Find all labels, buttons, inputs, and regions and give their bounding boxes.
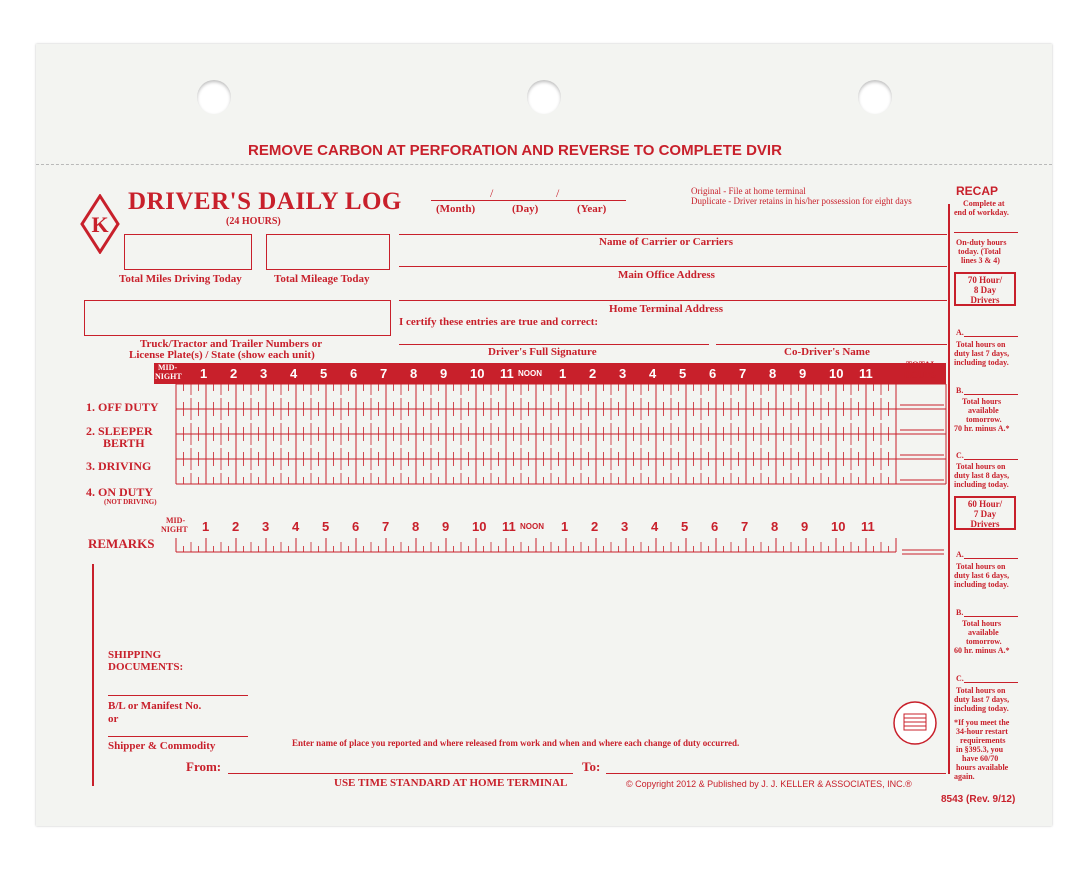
recap-on-duty-2: today. (Total xyxy=(958,247,1001,256)
header-am-hour-6: 6 xyxy=(350,366,358,381)
recap-70-a-rule xyxy=(964,336,1018,337)
header-pm-hour-4: 4 xyxy=(649,366,657,381)
main-office-label: Main Office Address xyxy=(618,269,715,281)
total-miles-label: Total Miles Driving Today xyxy=(119,273,242,285)
recap-70-b-rule xyxy=(964,394,1018,395)
recap-note-6: hours available xyxy=(956,763,1009,772)
recap-title: RECAP xyxy=(956,184,999,198)
recap-60-line3: Drivers xyxy=(970,519,1000,529)
recap-60-c-letter: C. xyxy=(956,674,964,683)
carrier-label: Name of Carrier or Carriers xyxy=(599,236,733,248)
recap-60-a-2: duty last 6 days, xyxy=(954,571,1010,580)
recap-sub-1: Complete at xyxy=(963,199,1005,208)
copy-note-original: Original - File at home terminal xyxy=(691,186,806,196)
carbon-banner: REMOVE CARBON AT PERFORATION AND REVERSE TO COMPLETE DVIR xyxy=(248,142,782,159)
recap-70-c-letter: C. xyxy=(956,451,964,460)
recap-70-a-3: including today. xyxy=(954,358,1009,367)
date-separator-2: / xyxy=(556,186,560,200)
header-am-hour-9: 9 xyxy=(440,366,448,381)
lower-pm-hour-4: 4 xyxy=(651,519,659,534)
recap-60-b-3: tomorrow. xyxy=(966,637,1002,646)
recap-on-duty-1: On-duty hours xyxy=(956,238,1007,247)
header-am-hour-5: 5 xyxy=(320,366,328,381)
lower-pm-hour-11: 11 xyxy=(861,519,875,534)
header-pm-hour-9: 9 xyxy=(799,366,807,381)
recap-sub-2: end of workday. xyxy=(954,208,1009,217)
row-label-on-duty: 4. ON DUTY xyxy=(86,485,154,499)
recap-70-a-letter: A. xyxy=(956,328,964,337)
time-standard-note: USE TIME STANDARD AT HOME TERMINAL xyxy=(334,777,568,789)
remarks-label: REMARKS xyxy=(88,536,155,551)
lower-pm-hour-8: 8 xyxy=(771,519,779,534)
home-terminal-label: Home Terminal Address xyxy=(609,303,724,315)
from-line[interactable] xyxy=(228,773,573,774)
signature-label: Driver's Full Signature xyxy=(488,346,597,358)
header-pm-hour-2: 2 xyxy=(589,366,597,381)
recap-70-b-letter: B. xyxy=(956,386,964,395)
recap-60-b-rule xyxy=(964,616,1018,617)
recap-70-line3: Drivers xyxy=(970,295,1000,305)
lower-am-hour-9: 9 xyxy=(442,519,450,534)
lower-midnight-top: MID- xyxy=(166,516,186,525)
shipper-rule xyxy=(108,736,248,737)
header-am-hour-8: 8 xyxy=(410,366,418,381)
header-pm-hour-8: 8 xyxy=(769,366,777,381)
truck-label-line1: Truck/Tractor and Trailer Numbers or xyxy=(140,338,323,350)
date-month-label: (Month) xyxy=(436,203,476,215)
header-pm-hour-7: 7 xyxy=(739,366,747,381)
lower-noon: NOON xyxy=(520,522,544,531)
recap-note-2: 34-hour restart xyxy=(956,727,1008,736)
recap-note-5: have 60/70 xyxy=(962,754,999,763)
log-sheet xyxy=(36,44,1052,826)
header-am-hour-2: 2 xyxy=(230,366,238,381)
certify-statement: I certify these entries are true and correct: xyxy=(399,316,599,328)
bl-manifest-label: B/L or Manifest No. xyxy=(108,700,202,712)
recap-70-b-3: tomorrow. xyxy=(966,415,1002,424)
truck-label-line2: License Plate(s) / State (show each unit) xyxy=(129,349,315,361)
lower-pm-hour-9: 9 xyxy=(801,519,809,534)
grid-header-midnight-top: MID- xyxy=(158,363,178,372)
header-am-hour-4: 4 xyxy=(290,366,298,381)
copy-note-duplicate: Duplicate - Driver retains in his/her possession for eight days xyxy=(691,196,912,206)
recap-70-b-1: Total hours xyxy=(962,397,1002,406)
recap-60-a-letter: A. xyxy=(956,550,964,559)
recap-70-c-2: duty last 8 days, xyxy=(954,471,1010,480)
lower-am-hour-7: 7 xyxy=(382,519,390,534)
header-am-hour-3: 3 xyxy=(260,366,268,381)
recap-60-b-4: 60 hr. minus A.* xyxy=(954,646,1010,655)
header-pm-hour-1: 1 xyxy=(559,366,567,381)
header-pm-hour-6: 6 xyxy=(709,366,717,381)
grid-header-total-top: TOTAL xyxy=(906,360,937,370)
date-year-label: (Year) xyxy=(577,203,607,215)
recap-60-a-1: Total hours on xyxy=(956,562,1006,571)
duty-change-instruction: Enter name of place you reported and where released from work and when and where each change of duty occurred. xyxy=(292,738,740,748)
to-label: To: xyxy=(582,759,601,774)
row-label-sleeper: 2. SLEEPER xyxy=(86,424,153,438)
total-mileage-label: Total Mileage Today xyxy=(274,273,370,285)
lower-am-hour-11: 11 xyxy=(502,519,516,534)
row-label-sleeper-sub: BERTH xyxy=(103,436,145,450)
shipping-docs-line1: SHIPPING xyxy=(108,649,162,661)
lower-pm-hour-10: 10 xyxy=(831,519,846,534)
lower-am-hour-6: 6 xyxy=(352,519,360,534)
lower-am-hour-2: 2 xyxy=(232,519,240,534)
recap-70-c-1: Total hours on xyxy=(956,462,1006,471)
recap-60-c-3: including today. xyxy=(954,704,1009,713)
to-line[interactable] xyxy=(606,773,946,774)
lower-am-hour-4: 4 xyxy=(292,519,300,534)
lower-midnight-bottom: NIGHT xyxy=(161,525,188,534)
lower-am-hour-1: 1 xyxy=(202,519,210,534)
recap-70-hour-box xyxy=(954,272,1016,306)
recap-divider xyxy=(948,204,950,774)
recap-note-3: requirements xyxy=(960,736,1006,745)
lower-am-hour-3: 3 xyxy=(262,519,270,534)
logo-letter: K xyxy=(91,212,109,237)
recap-60-a-3: including today. xyxy=(954,580,1009,589)
recap-70-b-4: 70 hr. minus A.* xyxy=(954,424,1010,433)
grid-header-midnight-bottom: NIGHT xyxy=(155,372,182,381)
recap-on-duty-3: lines 3 & 4) xyxy=(961,256,1000,265)
shipping-docs-line2: DOCUMENTS: xyxy=(108,661,184,673)
header-pm-hour-5: 5 xyxy=(679,366,687,381)
header-am-hour-1: 1 xyxy=(200,366,208,381)
header-pm-hour-3: 3 xyxy=(619,366,627,381)
lower-am-hour-10: 10 xyxy=(472,519,487,534)
log-title: DRIVER'S DAILY LOG xyxy=(128,188,402,215)
lower-am-hour-5: 5 xyxy=(322,519,330,534)
recap-70-b-2: available xyxy=(968,406,999,415)
lower-pm-hour-5: 5 xyxy=(681,519,689,534)
recap-60-c-2: duty last 7 days, xyxy=(954,695,1010,704)
recap-note-7: again. xyxy=(954,772,975,781)
recap-70-c-rule xyxy=(964,459,1018,460)
grid-header-total-bottom: HOURS xyxy=(904,370,937,380)
copyright-note: © Copyright 2012 & Published by J. J. KELLER & ASSOCIATES, INC.® xyxy=(626,779,912,789)
recap-rule-1 xyxy=(954,232,1018,233)
recap-60-b-letter: B. xyxy=(956,608,964,617)
row-label-off-duty: 1. OFF DUTY xyxy=(86,400,159,414)
remarks-left-rule xyxy=(92,564,94,786)
header-pm-hour-11: 11 xyxy=(859,366,873,381)
co-driver-label: Co-Driver's Name xyxy=(784,346,870,358)
recap-70-a-1: Total hours on xyxy=(956,340,1006,349)
shipping-docs-rule xyxy=(108,695,248,696)
log-subtitle: (24 HOURS) xyxy=(226,216,281,227)
recap-70-line1: 70 Hour/ xyxy=(967,275,1003,285)
date-separator-1: / xyxy=(490,186,494,200)
made-in-usa-seal xyxy=(892,700,938,746)
recap-note-4: in §395.3, you xyxy=(956,745,1004,754)
recap-70-a-2: duty last 7 days, xyxy=(954,349,1010,358)
row-label-on-duty-sub: (NOT DRIVING) xyxy=(104,498,157,506)
lower-pm-hour-7: 7 xyxy=(741,519,749,534)
recap-60-b-1: Total hours xyxy=(962,619,1002,628)
recap-70-c-3: including today. xyxy=(954,480,1009,489)
row-label-driving: 3. DRIVING xyxy=(86,459,152,473)
recap-60-c-rule xyxy=(964,682,1018,683)
recap-60-b-2: available xyxy=(968,628,999,637)
lower-am-hour-8: 8 xyxy=(412,519,420,534)
header-am-hour-11: 11 xyxy=(500,366,514,381)
recap-60-line1: 60 Hour/ xyxy=(967,499,1003,509)
header-am-hour-7: 7 xyxy=(380,366,388,381)
recap-60-line2: 7 Day xyxy=(973,509,997,519)
header-pm-hour-10: 10 xyxy=(829,366,844,381)
bl-or-label: or xyxy=(108,713,119,725)
from-label: From: xyxy=(186,759,222,774)
grid-header-noon: NOON xyxy=(518,369,542,378)
recap-60-hour-box xyxy=(954,496,1016,530)
lower-pm-hour-6: 6 xyxy=(711,519,719,534)
lower-pm-hour-3: 3 xyxy=(621,519,629,534)
lower-pm-hour-1: 1 xyxy=(561,519,569,534)
form-number: 8543 (Rev. 9/12) xyxy=(941,794,1016,805)
shipper-commodity-label: Shipper & Commodity xyxy=(108,740,216,752)
header-am-hour-10: 10 xyxy=(470,366,485,381)
recap-70-line2: 8 Day xyxy=(973,285,997,295)
date-day-label: (Day) xyxy=(512,203,539,215)
lower-pm-hour-2: 2 xyxy=(591,519,599,534)
recap-60-a-rule xyxy=(964,558,1018,559)
recap-60-c-1: Total hours on xyxy=(956,686,1006,695)
recap-note-1: *If you meet the xyxy=(954,718,1010,727)
